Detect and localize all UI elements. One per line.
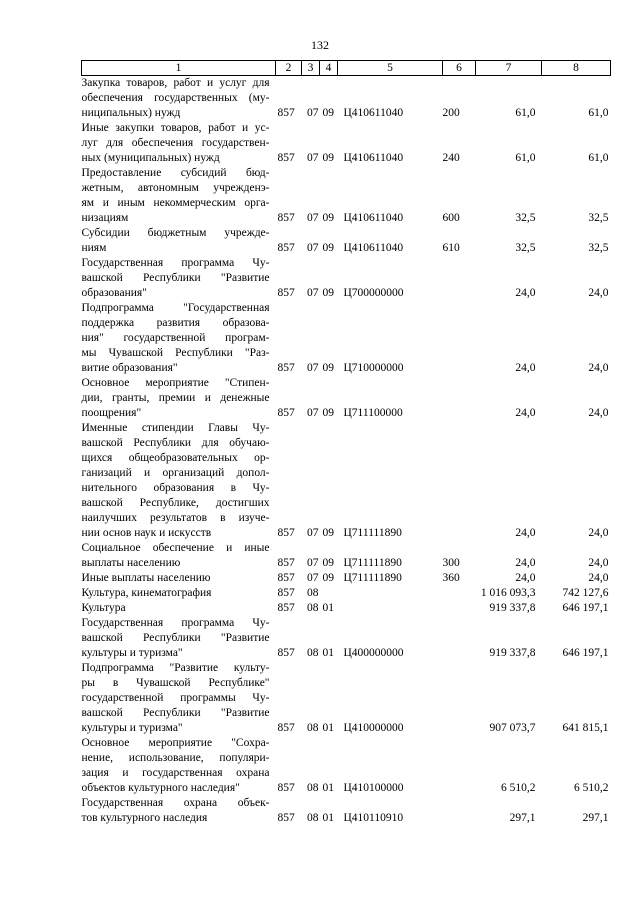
name-line: жетным, автономным учрежденэ-: [81, 182, 270, 194]
name-line: зация и государственная охрана: [81, 767, 270, 779]
table-row: [82, 601, 611, 616]
cell-section: 07: [307, 362, 319, 374]
name-line: витие образования": [81, 362, 178, 374]
cell-target-article: Ц711111890: [343, 527, 402, 539]
cell-expense-type: 240: [442, 152, 460, 164]
cell-name: [82, 166, 276, 226]
cell-subsection: 01: [322, 722, 334, 734]
cell-grbs: 857: [277, 812, 295, 824]
cell-target-article: Ц410100000: [343, 782, 404, 794]
cell-target-article: Ц711100000: [343, 407, 403, 419]
cell-name: [82, 586, 276, 601]
cell-section: 07: [307, 107, 319, 119]
name-line: Закупка товаров, работ и услуг для: [81, 77, 270, 89]
cell-name: [82, 601, 276, 616]
name-line: нии основ наук и искусств: [81, 527, 212, 539]
cell-section: 07: [307, 242, 319, 254]
cell-amount-col7: 24,0: [515, 557, 536, 569]
header-col-8: 8: [542, 61, 611, 76]
table-row: [82, 541, 611, 571]
name-line: образования": [81, 287, 147, 299]
cell-subsection: 09: [322, 242, 334, 254]
name-line: нение, использование, популяри-: [81, 752, 270, 764]
cell-target-article: Ц410611040: [343, 242, 404, 254]
table-row: [82, 376, 611, 421]
cell-name: [82, 616, 276, 661]
name-line: ниям: [81, 242, 107, 254]
name-line: мы Чувашской Республики "Раз-: [81, 347, 270, 359]
cell-amount-col8: 32,5: [588, 242, 609, 254]
cell-grbs: 857: [277, 587, 295, 599]
cell-section: 07: [307, 287, 319, 299]
header-col-4: 4: [320, 61, 338, 76]
name-line: ганизаций и организаций допол-: [81, 467, 270, 479]
cell-expense-type: [443, 601, 476, 616]
header-col-6: 6: [443, 61, 476, 76]
name-line: низациям: [81, 212, 129, 224]
cell-target-article: Ц410110910: [343, 812, 404, 824]
table-header: [82, 61, 611, 76]
cell-amount-col8: 61,0: [588, 107, 609, 119]
cell-target-article: Ц410611040: [343, 212, 404, 224]
header-col-7: 7: [476, 61, 542, 76]
name-line: ям и иным некоммерческим орга-: [81, 197, 270, 209]
cell-name: [82, 256, 276, 301]
cell-target-article: Ц410611040: [343, 107, 404, 119]
name-line: поощрения": [81, 407, 142, 419]
cell-amount-col7: 24,0: [515, 287, 536, 299]
cell-amount-col7: 61,0: [515, 152, 536, 164]
cell-expense-type: 300: [442, 557, 460, 569]
cell-amount-col8: 297,1: [582, 812, 609, 824]
cell-name: [82, 661, 276, 736]
cell-grbs: 857: [277, 407, 295, 419]
name-line: луг для обеспечения государствен-: [81, 137, 270, 149]
cell-expense-type: [443, 376, 476, 421]
cell-section: 07: [307, 212, 319, 224]
cell-amount-col7: 1 016 093,3: [480, 587, 536, 599]
name-line: Социальное обеспечение и иные: [81, 542, 270, 554]
cell-amount-col8: 742 127,6: [562, 587, 609, 599]
name-line: вашской Республики "Развитие: [81, 632, 270, 644]
table-row: [82, 121, 611, 166]
name-line: Государственная программа Чу-: [81, 257, 270, 269]
cell-subsection: 01: [322, 647, 334, 659]
cell-grbs: 857: [277, 107, 295, 119]
name-line: Основное мероприятие "Стипен-: [81, 377, 270, 389]
cell-grbs: 857: [277, 572, 295, 584]
cell-amount-col8: 61,0: [588, 152, 609, 164]
cell-amount-col7: 297,1: [509, 812, 536, 824]
cell-amount-col8: 32,5: [588, 212, 609, 224]
cell-name: [82, 76, 276, 122]
cell-subsection: 09: [322, 407, 334, 419]
cell-expense-type: 610: [442, 242, 460, 254]
name-line: культуры и туризма": [81, 647, 183, 659]
cell-subsection: 09: [322, 287, 334, 299]
cell-expense-type: [443, 616, 476, 661]
table-row: [82, 616, 611, 661]
name-line: нительного образования в Чу-: [81, 482, 270, 494]
name-line: Именные стипендии Главы Чу-: [81, 422, 270, 434]
name-line: объектов культурного наследия": [81, 782, 240, 794]
name-line: вашской Республики для обучаю-: [81, 437, 270, 449]
name-line: Государственная охрана объек-: [81, 797, 270, 809]
table-row: [82, 586, 611, 601]
name-line: культуры и туризма": [81, 722, 183, 734]
cell-subsection: 09: [322, 152, 334, 164]
name-line: дии, гранты, премии и денежные: [81, 392, 270, 404]
table-row: [82, 796, 611, 826]
cell-amount-col7: 919 337,8: [489, 647, 536, 659]
cell-amount-col8: 24,0: [588, 527, 609, 539]
name-line: выплаты населению: [81, 557, 181, 569]
cell-section: 07: [307, 152, 319, 164]
cell-amount-col8: 646 197,1: [562, 602, 609, 614]
name-line: Субсидии бюджетным учрежде-: [81, 227, 270, 239]
name-line: щихся общеобразовательных ор-: [81, 452, 270, 464]
cell-subsection: 01: [322, 782, 334, 794]
cell-target-article: Ц700000000: [343, 287, 404, 299]
cell-subsection: 09: [322, 107, 334, 119]
cell-section: 07: [307, 527, 319, 539]
cell-subsection: 09: [322, 527, 334, 539]
cell-grbs: 857: [277, 647, 295, 659]
cell-section: 07: [307, 407, 319, 419]
cell-amount-col8: 641 815,1: [562, 722, 609, 734]
cell-subsection: 09: [322, 557, 334, 569]
cell-expense-type: [443, 301, 476, 376]
cell-target-article: Ц400000000: [343, 647, 404, 659]
cell-section: 07: [307, 572, 319, 584]
table-row: [82, 571, 611, 586]
name-line: ниципальных) нужд: [81, 107, 181, 119]
cell-amount-col7: 907 073,7: [489, 722, 536, 734]
table-row: [82, 76, 611, 122]
header-col-3: 3: [302, 61, 320, 76]
cell-expense-type: [443, 421, 476, 541]
cell-amount-col7: 32,5: [515, 242, 536, 254]
cell-expense-type: 600: [442, 212, 460, 224]
cell-grbs: 857: [277, 557, 295, 569]
name-line: Иные выплаты населению: [81, 572, 211, 584]
cell-grbs: 857: [277, 152, 295, 164]
cell-amount-col8: 646 197,1: [562, 647, 609, 659]
cell-target-article: Ц711111890: [343, 572, 402, 584]
cell-amount-col7: 6 510,2: [501, 782, 536, 794]
cell-name: [82, 121, 276, 166]
cell-expense-type: 360: [442, 572, 460, 584]
cell-grbs: 857: [277, 212, 295, 224]
name-line: государственной программы Чу-: [81, 692, 270, 704]
table-row: [82, 421, 611, 541]
cell-section: 08: [307, 602, 319, 614]
cell-subsection: 01: [322, 812, 334, 824]
cell-name: [82, 421, 276, 541]
cell-section: 08: [307, 812, 319, 824]
cell-amount-col8: 6 510,2: [574, 782, 609, 794]
name-line: Государственная программа Чу-: [81, 617, 270, 629]
cell-expense-type: [443, 736, 476, 796]
name-line: ных (муниципальных) нужд: [81, 152, 220, 164]
name-line: вашской Республики "Развитие: [81, 707, 270, 719]
cell-name: [82, 796, 276, 826]
cell-grbs: 857: [277, 782, 295, 794]
cell-amount-col8: 24,0: [588, 557, 609, 569]
cell-section: 08: [307, 782, 319, 794]
cell-expense-type: [443, 796, 476, 826]
cell-name: [82, 226, 276, 256]
name-line: вашской Республике, достигших: [81, 497, 270, 509]
name-line: поддержка развития образова-: [81, 317, 270, 329]
page-number: 132: [311, 38, 329, 52]
name-line: Основное мероприятие "Сохра-: [81, 737, 270, 749]
cell-amount-col8: 24,0: [588, 362, 609, 374]
cell-target-article: Ц711111890: [343, 557, 402, 569]
header-col-2: 2: [276, 61, 302, 76]
name-line: наилучших результатов в изуче-: [81, 512, 270, 524]
cell-subsection: 09: [322, 572, 334, 584]
cell-grbs: 857: [277, 602, 295, 614]
name-line: Культура: [81, 602, 126, 614]
cell-name: [82, 736, 276, 796]
name-line: ры в Чувашской Республике": [81, 677, 270, 689]
table-row: [82, 166, 611, 226]
name-line: Подпрограмма "Развитие культу-: [81, 662, 270, 674]
cell-section: 08: [307, 722, 319, 734]
cell-expense-type: 200: [442, 107, 460, 119]
cell-amount-col8: 24,0: [588, 407, 609, 419]
cell-name: [82, 571, 276, 586]
cell-grbs: 857: [277, 527, 295, 539]
name-line: обеспечения государственных (му-: [81, 92, 270, 104]
cell-target-article: Ц710000000: [343, 362, 404, 374]
table-row: [82, 661, 611, 736]
header-col-1: 1: [82, 61, 276, 76]
cell-subsection: 09: [322, 212, 334, 224]
cell-subsection: [320, 586, 338, 601]
cell-name: [82, 376, 276, 421]
name-line: Предоставление субсидий бюд-: [81, 167, 270, 179]
table-body: [82, 76, 611, 827]
table-row: [82, 301, 611, 376]
name-line: Иные закупки товаров, работ и ус-: [81, 122, 270, 134]
name-line: Подпрограмма "Государственная: [81, 302, 270, 314]
name-line: тов культурного наследия: [81, 812, 208, 824]
header-col-5: 5: [338, 61, 443, 76]
cell-section: 07: [307, 557, 319, 569]
cell-amount-col7: 32,5: [515, 212, 536, 224]
budget-table: [81, 60, 611, 826]
cell-target-article: [338, 586, 443, 601]
cell-grbs: 857: [277, 362, 295, 374]
cell-amount-col8: 24,0: [588, 287, 609, 299]
cell-section: 08: [307, 587, 319, 599]
cell-amount-col8: 24,0: [588, 572, 609, 584]
cell-expense-type: [443, 661, 476, 736]
name-line: Культура, кинематография: [81, 587, 212, 599]
cell-amount-col7: 24,0: [515, 407, 536, 419]
cell-grbs: 857: [277, 287, 295, 299]
table-row: [82, 736, 611, 796]
cell-grbs: 857: [277, 242, 295, 254]
cell-expense-type: [443, 256, 476, 301]
cell-section: 08: [307, 647, 319, 659]
cell-amount-col7: 61,0: [515, 107, 536, 119]
cell-target-article: Ц410611040: [343, 152, 404, 164]
name-line: вашской Республики "Развитие: [81, 272, 270, 284]
cell-amount-col7: 24,0: [515, 362, 536, 374]
name-line: ния" государственной програм-: [81, 332, 270, 344]
cell-expense-type: [443, 586, 476, 601]
header-row: [82, 61, 611, 76]
cell-amount-col7: 919 337,8: [489, 602, 536, 614]
table-row: [82, 226, 611, 256]
cell-name: [82, 301, 276, 376]
table-row: [82, 256, 611, 301]
cell-grbs: 857: [277, 722, 295, 734]
cell-name: [82, 541, 276, 571]
cell-amount-col7: 24,0: [515, 527, 536, 539]
cell-subsection: 01: [322, 602, 334, 614]
cell-amount-col7: 24,0: [515, 572, 536, 584]
cell-subsection: 09: [322, 362, 334, 374]
cell-target-article: Ц410000000: [343, 722, 404, 734]
cell-target-article: [338, 601, 443, 616]
